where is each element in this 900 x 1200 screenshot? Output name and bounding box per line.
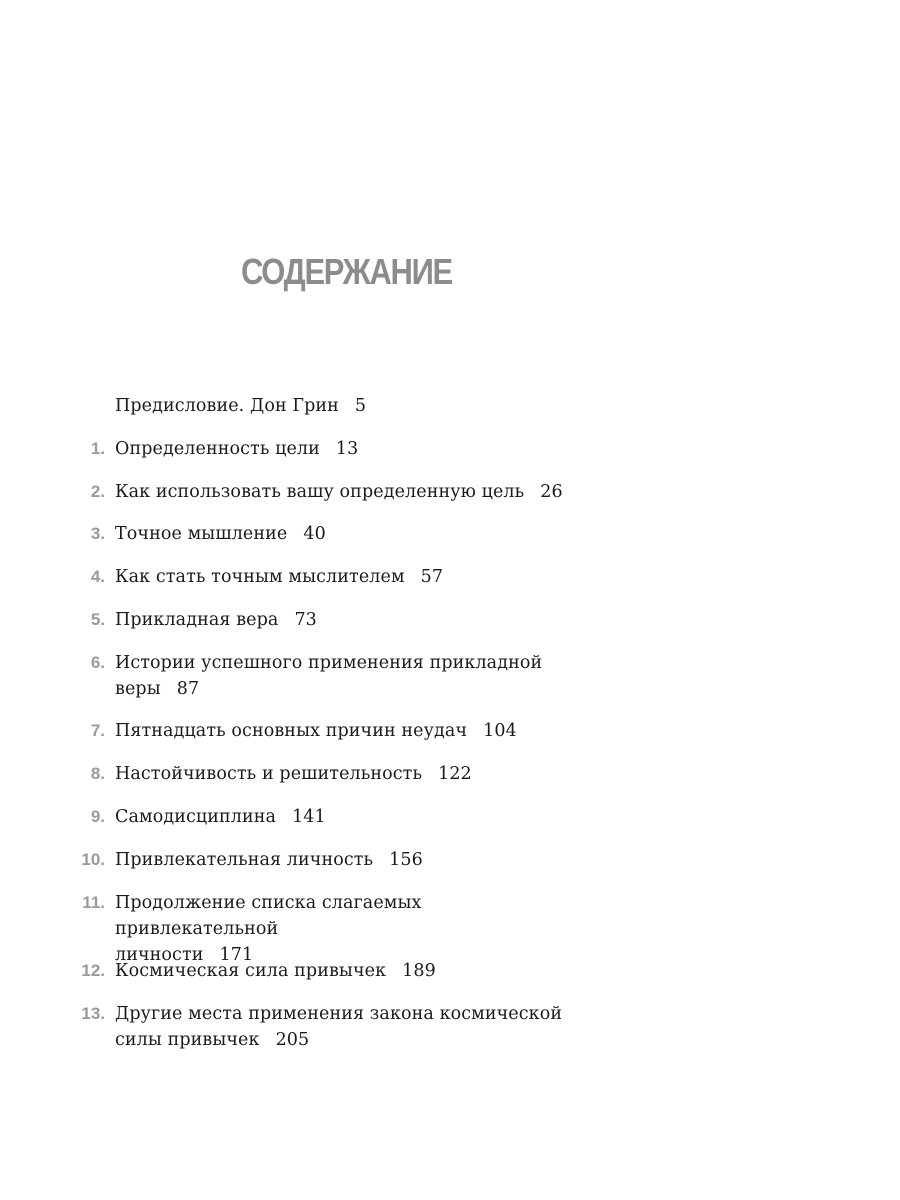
toc-entry-number: 13.: [81, 1004, 105, 1023]
toc-entry-title: Привлекательная личность: [115, 850, 374, 870]
toc-entry-number: 3.: [90, 524, 105, 543]
toc-entry-text: [115, 436, 585, 462]
toc-entry-title-line2: личности: [115, 945, 204, 965]
toc-entry-text: [115, 479, 585, 505]
toc-entry-page: 40: [303, 524, 326, 544]
toc-entry-title-line1: Продолжение списка слагаемых привлекательной: [115, 893, 422, 939]
toc-entry-text: [115, 804, 585, 830]
toc-entry-page: 141: [292, 807, 326, 827]
toc-entry-page: 26: [540, 482, 563, 502]
toc-entry-text: [115, 650, 585, 702]
toc-entry-text: [115, 564, 585, 590]
toc-entry-page: 104: [483, 721, 517, 741]
toc-entry-title: Самодисциплина: [115, 807, 277, 827]
toc-entry-number: 7.: [90, 721, 105, 740]
toc-entry-number: 2.: [90, 482, 105, 501]
toc-entry-page: 73: [294, 610, 317, 630]
toc-entry-number: 10.: [81, 850, 105, 869]
toc-entry-title-line2: силы привычек: [115, 1030, 260, 1050]
toc-entry-text: [115, 890, 585, 968]
toc-entry-number: 1.: [90, 439, 105, 458]
toc-entry-title-line1: Истории успешного применения прикладной: [115, 653, 543, 673]
toc-entry-page: 5: [354, 396, 367, 416]
toc-entry-title: Как использовать вашу определенную цель: [115, 482, 525, 502]
toc-entry-title: Предисловие. Дон Грин: [115, 396, 339, 416]
toc-entry-number: 5.: [90, 610, 105, 629]
toc-entry-title: Космическая сила привычек: [115, 961, 387, 981]
toc-entry-page: 156: [389, 850, 423, 870]
toc-entry-title: Точное мышление: [115, 524, 288, 544]
toc-entry-number: 11.: [82, 893, 105, 912]
toc-entry-text: [115, 958, 585, 984]
toc-entry-number: 6.: [90, 653, 105, 672]
toc-entry-text: [115, 607, 585, 633]
toc-entry-title-line1: Другие места применения закона космической: [115, 1004, 563, 1024]
toc-entry-page: 189: [402, 961, 436, 981]
toc-entry-text: [115, 1001, 585, 1053]
toc-entry-title: Определенность цели: [115, 439, 320, 459]
toc-entry-page: 13: [335, 439, 359, 459]
toc-entry-title: Прикладная вера: [115, 610, 279, 630]
toc-entry-number: 4.: [90, 567, 105, 586]
page-title: СОДЕРЖАНИЕ: [241, 251, 452, 292]
toc-entry-number: 8.: [90, 764, 105, 783]
toc-entry-title: Пятнадцать основных причин неудач: [115, 721, 468, 741]
toc-entry-title: Настойчивость и решительность: [115, 764, 423, 784]
toc-entry-text: [115, 521, 585, 547]
toc-entry-text: [115, 393, 585, 419]
toc-entry-page: 87: [176, 679, 200, 699]
toc-entry-text: [115, 761, 585, 787]
toc-entry-number: 9.: [90, 807, 105, 826]
toc-entry-title-line2: веры: [115, 679, 161, 699]
toc-entry-title: Как стать точным мыслителем: [115, 567, 405, 587]
toc-entry-page: 57: [420, 567, 444, 587]
toc-entry-number: 12.: [81, 961, 105, 980]
toc-entry-text: [115, 718, 585, 744]
toc-entry-page: 122: [438, 764, 472, 784]
toc-entry-page: 171: [219, 945, 254, 965]
toc-entry-text: [115, 847, 585, 873]
toc-entry-page: 205: [275, 1030, 310, 1050]
